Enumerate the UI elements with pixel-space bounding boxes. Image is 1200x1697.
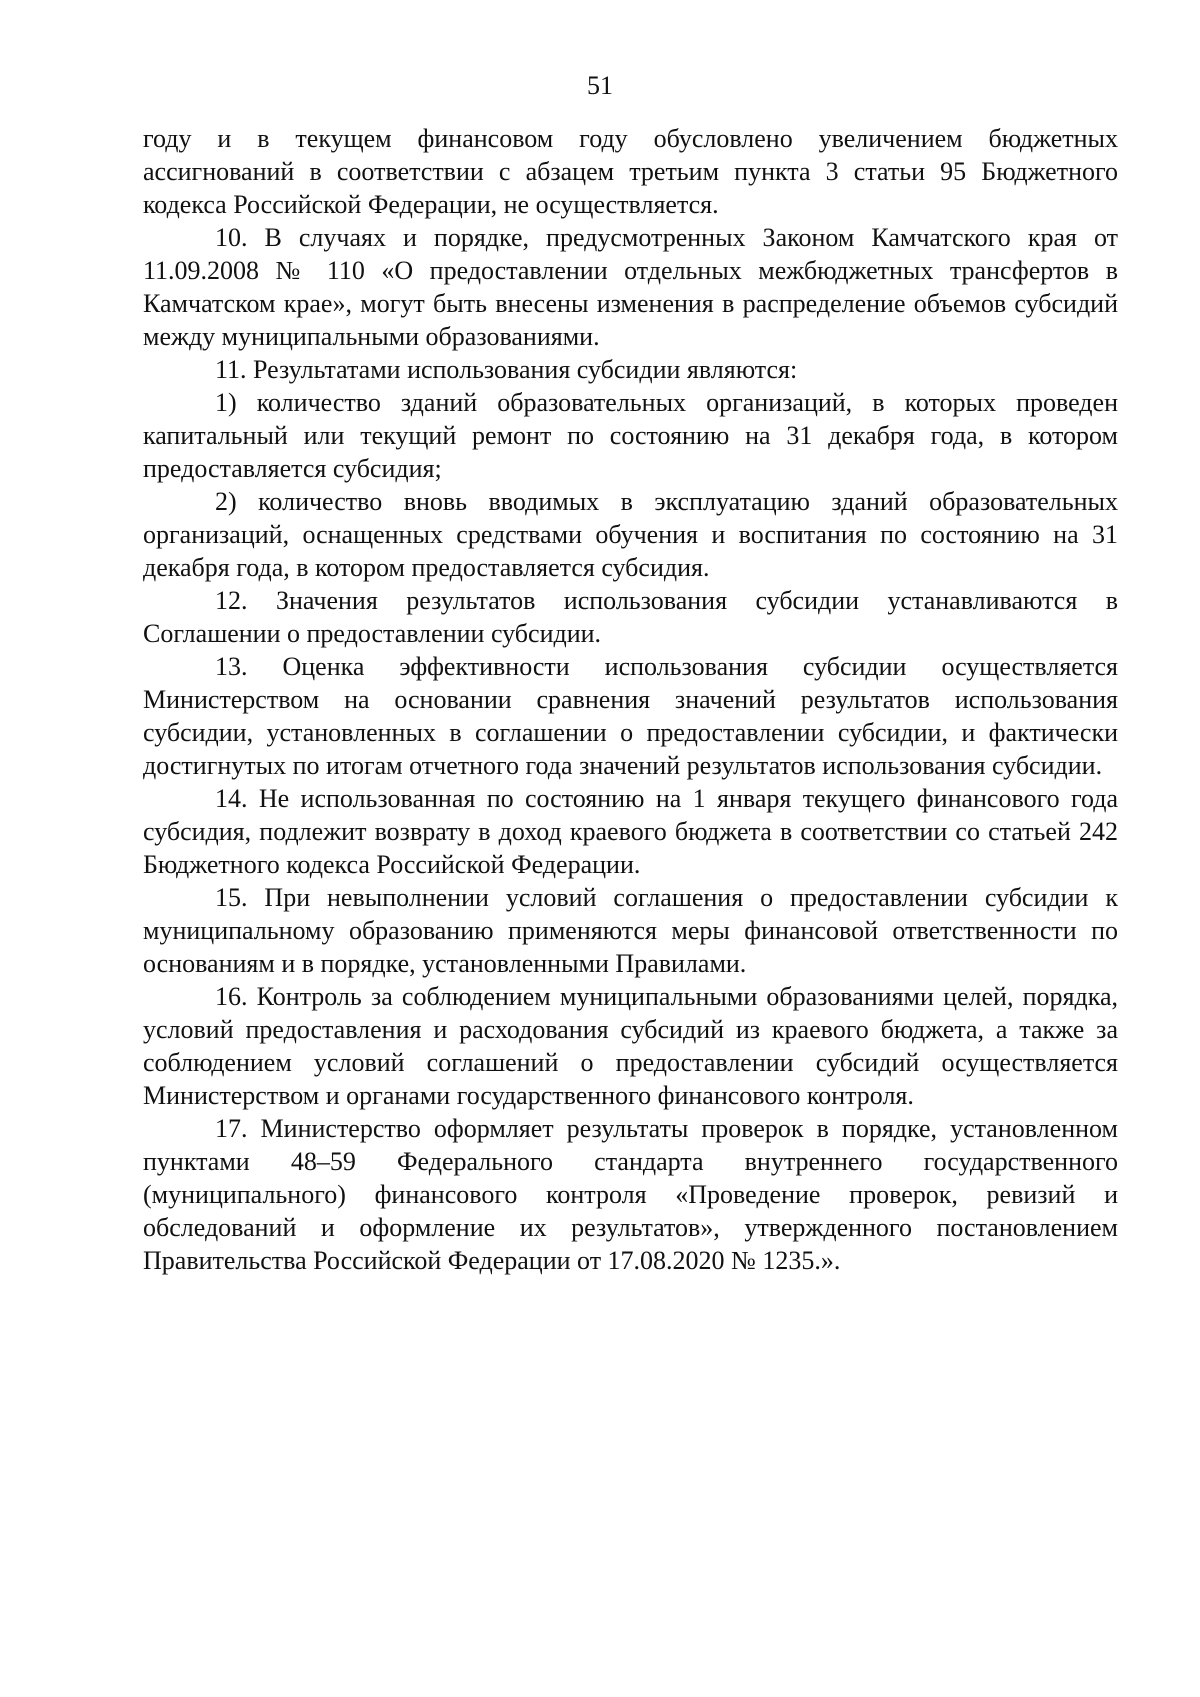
paragraph-item-10: 10. В случаях и порядке, предусмотренных Законом Камчатского края от 11.09.2008 № 110 «О предоставлении отдельных межбюджетных трансфертов в Камчатском крае», могут быть внесены изменения в распределение объемов субсидий между муниципальными образованиями. [143,223,1118,351]
paragraph-item-14: 14. Не использованная по состоянию на 1 января текущего финансового года субсидия, подлежит возврату в доход краевого бюджета в соответствии со статьей 242 Бюджетного кодекса Российской Федерации. [143,784,1118,879]
paragraph-item-16: 16. Контроль за соблюдением муниципальными образованиями целей, порядка, условий предоставления и расходования субсидий из краевого бюджета, а также за соблюдением условий соглашений о предоставлении субсидий осуществляется Министерством и органами государственного финансового контроля. [143,982,1118,1110]
paragraph-item-17: 17. Министерство оформляет результаты проверок в порядке, установленном пунктами 48–59 Федерального стандарта внутреннего государственного (муниципального) финансового контроля «Проведение проверок, ревизий и обследований и оформление их результатов», утвержденного постановлением Правительства Российской Федерации от 17.08.2020 № 1235.». [143,1114,1118,1275]
page-number: 51 [587,71,613,100]
paragraph-item-11: 11. Результатами использования субсидии являются: [215,355,798,384]
paragraph-item-12: 12. Значения результатов использования субсидии устанавливаются в Соглашении о предоставлении субсидии. [143,586,1118,648]
paragraph-item-13: 13. Оценка эффективности использования субсидии осуществляется Министерством на основании сравнения значений результатов использования субсидии, установленных в соглашении о предоставлении субсидии, и фактически достигнутых по итогам отчетного года значений результатов использования субсидии. [143,652,1118,780]
paragraph-continuation: году и в текущем финансовом году обусловлено увеличением бюджетных ассигнований в соответствии с абзацем третьим пункта 3 статьи 95 Бюджетного кодекса Российской Федерации, не осуществляется. [143,124,1118,219]
paragraph-subitem-1: 1) количество зданий образовательных организаций, в которых проведен капитальный или текущий ремонт по состоянию на 31 декабря года, в котором предоставляется субсидия; [143,388,1118,483]
paragraph-subitem-2: 2) количество вновь вводимых в эксплуатацию зданий образовательных организаций, оснащенных средствами обучения и воспитания по состоянию на 31 декабря года, в котором предоставляется субсидия. [143,487,1118,582]
document-body [143,122,1118,1277]
paragraph-item-15: 15. При невыполнении условий соглашения о предоставлении субсидии к муниципальному образованию применяются меры финансовой ответственности по основаниям и в порядке, установленными Правилами. [143,883,1118,978]
